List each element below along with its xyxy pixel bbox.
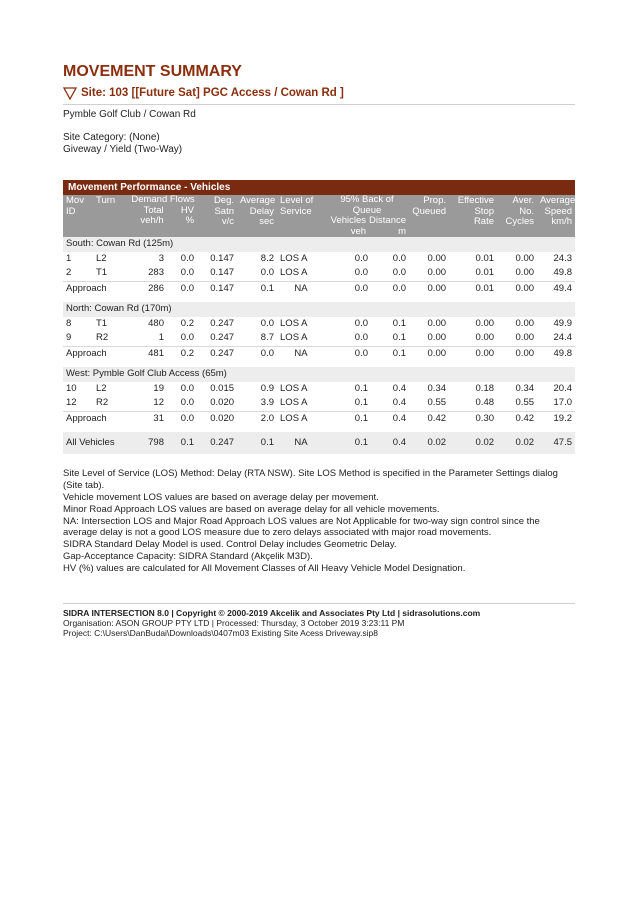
note: Site Level of Service (LOS) Method: Delay (RTA NSW). Site LOS Method is specified in the Parameter Settings dialog (Site tab). [63,468,558,491]
note: NA: Intersection LOS and Major Road Approach LOS values are Not Applicable for two-way sign control since the average delay is not a good LOS measure due to zero delays associated with major road movements. [63,515,540,538]
all-vehicles-row: All Vehicles 798 0.1 0.247 0.1 NA 0.1 0.4 0.02 0.02 0.02 47.5 [63,432,575,454]
col-los: Level of [280,195,314,206]
approach-row: Approach 286 0.0 0.147 0.1 NA 0.0 0.0 0.00 0.01 0.00 49.4 [63,281,575,296]
site-heading [63,84,575,102]
col-mov: Mov [66,195,84,206]
movement-performance-table [63,180,575,454]
section-label: West: Pymble Golf Club Access (65m) [63,367,575,382]
table-row: 1 L2 3 0.0 0.147 8.2 LOS A 0.0 0.0 0.00 0.01 0.00 24.3 [66,252,573,264]
col-deg-satn: Deg. [213,195,235,206]
col-queue: 95% Back of Queue [340,194,394,216]
note: Gap-Acceptance Capacity: SIDRA Standard (Akçelik M3D). [63,551,313,562]
col-prop-queued: Prop. [423,195,447,206]
col-stop-rate: Effective [457,195,495,206]
col-queue-veh: Vehicles [330,215,367,226]
site-name: Site: 103 [[Future Sat] PGC Access / Cowan Rd ] [81,87,344,99]
col-cycles: Aver. No. [512,195,535,217]
section-label: North: Cowan Rd (170m) [63,302,575,317]
col-total: Total [143,204,164,216]
col-demand: Demand Flows [131,194,195,205]
table-title: Movement Performance - Vehicles [63,180,575,195]
note: HV (%) values are calculated for All Movement Classes of All Heavy Vehicle Model Designation. [63,563,466,574]
approach-row: Approach 481 0.2 0.247 0.0 NA 0.0 0.1 0.00 0.00 0.00 49.8 [63,346,575,361]
control-type: Giveway / Yield (Two-Way) [63,144,183,155]
site-subtitle: Pymble Golf Club / Cowan Rd [63,109,196,120]
site-info [63,109,575,156]
report-page [63,62,575,638]
note: SIDRA Standard Delay Model is used. Control Delay includes Geometric Delay. [63,539,397,550]
col-speed: Average [540,195,576,206]
table-row: 8 T1 480 0.2 0.247 0.0 LOS A 0.0 0.1 0.00 0.00 0.00 49.9 [66,317,573,329]
footer-project: Project: C:\Users\DanBudai\Downloads\0407m03 Existing Site Acess Driveway.sip8 [63,627,378,638]
col-queue-dist: Distance [369,215,407,226]
note: Vehicle movement LOS values are based on average delay per movement. [63,491,379,503]
section-row [63,367,575,382]
footer-copyright: SIDRA INTERSECTION 8.0 | Copyright © 2000-2019 Akcelik and Associates Pty Ltd | sidrasolutions.com [63,607,481,618]
page-title: MOVEMENT SUMMARY [63,63,242,80]
table-body [63,237,575,454]
table-row: 9 R2 1 0.0 0.247 8.7 LOS A 0.0 0.1 0.00 0.00 0.00 24.4 [66,332,573,343]
col-turn: Turn [96,195,116,206]
section-label: South: Cowan Rd (125m) [63,237,575,252]
site-category: Site Category: (None) [63,132,160,143]
col-hv: HV [180,204,195,216]
footer [63,603,575,638]
note: Minor Road Approach LOS values are based on average delay for all vehicle movements. [63,503,440,515]
section-row [63,302,575,317]
divider [63,104,575,105]
col-delay: Average [240,195,276,206]
table-row: 2 T1 283 0.0 0.147 0.0 LOS A 0.0 0.0 0.00 0.01 0.00 49.8 [66,267,573,278]
table-row: 10 L2 19 0.0 0.015 0.9 LOS A 0.1 0.4 0.34 0.18 0.34 20.4 [66,382,573,394]
table-row: 12 R2 12 0.0 0.020 3.9 LOS A 0.1 0.4 0.55 0.48 0.55 17.0 [66,397,573,408]
approach-row: Approach 31 0.0 0.020 2.0 LOS A 0.1 0.4 0.42 0.30 0.42 19.2 [63,411,575,426]
section-row [63,237,575,252]
table-header: Mov ID Turn Demand Flows Total veh/h HV % Deg. Satn v/c Average Delay sec Level of Service 95% Back of Queue Vehicles veh Distance m Prop. Queued Effective Stop Rate Aver. No. Cycles Average Speed km/h [63,195,575,237]
notes [63,468,575,575]
footer-organisation: Organisation: ASON GROUP PTY LTD | Processed: Thursday, 3 October 2019 3:23:11 PM [63,617,405,628]
triangle-yield-icon [63,86,77,100]
